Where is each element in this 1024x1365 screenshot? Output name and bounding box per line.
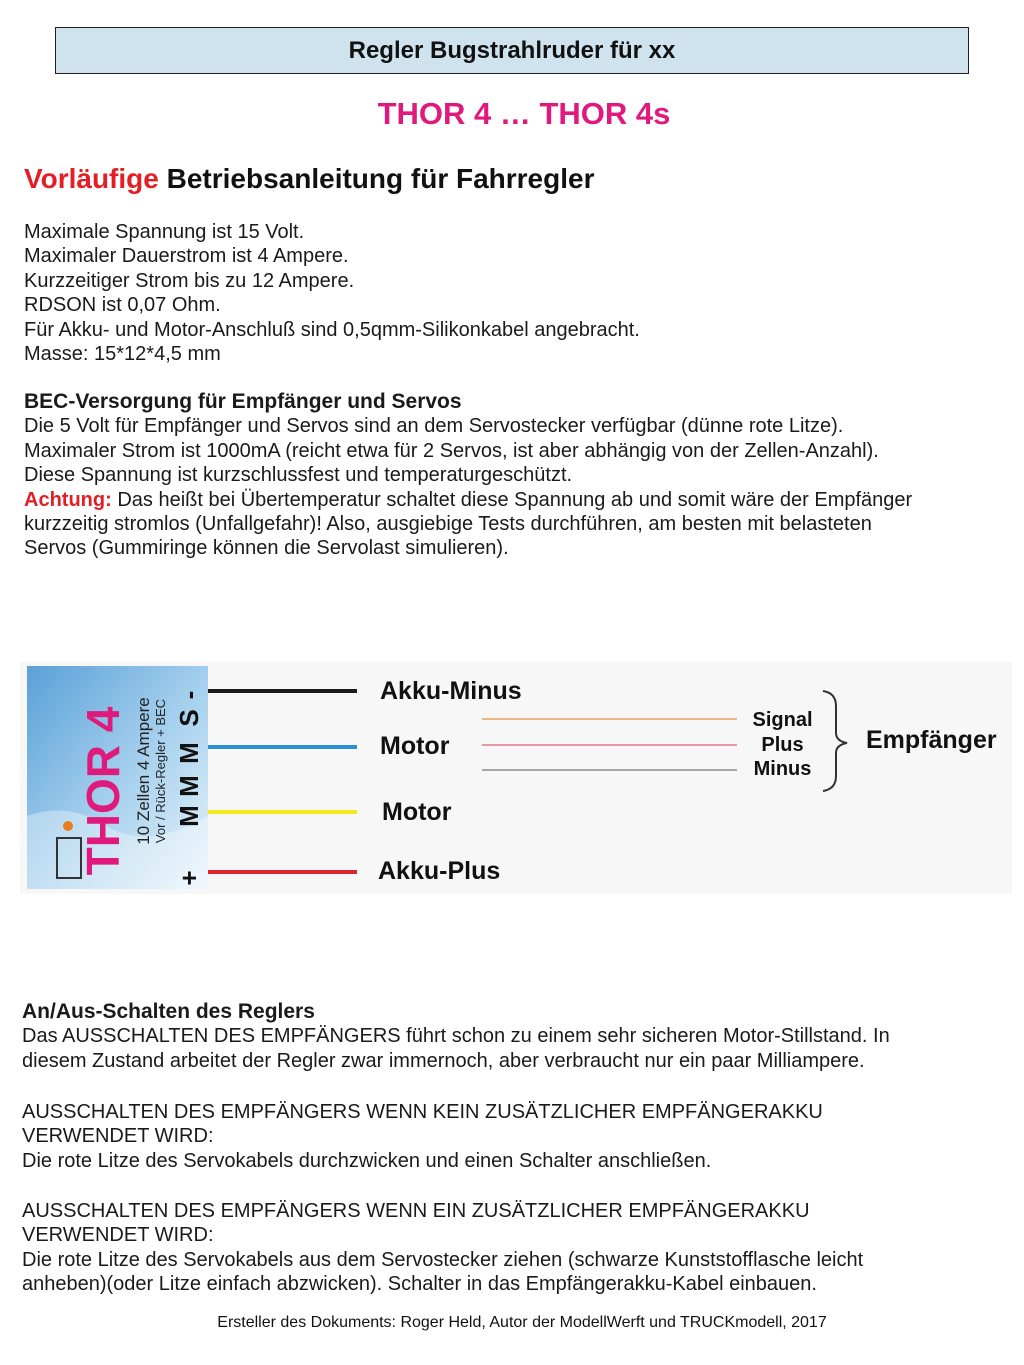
onoff-title: An/Aus-Schalten des Reglers [22, 1000, 315, 1023]
bec-line: Die 5 Volt für Empfänger und Servos sind an dem Servostecker verfügbar (dünne rote Litze). [24, 415, 844, 438]
module-spec-line: 10 Zellen 4 Ampere [134, 697, 153, 845]
pin-m-label: M [174, 742, 204, 764]
bec-line: Maximaler Strom ist 1000mA (reicht etwa für 2 Servos, ist aber abhängig von der Zellen-Anzahl). [24, 439, 879, 462]
servo-label-plus: Plus [761, 734, 804, 756]
onoff-section [22, 1000, 890, 1073]
product-subtitle: THOR 4 … THOR 4s [377, 96, 671, 131]
onoff-intro-line: Das AUSSCHALTEN DES EMPFÄNGERS führt schon zu einem sehr sicheren Motor-Stillstand. In [22, 1025, 890, 1048]
case1-line: VERWENDET WIRD: [22, 1125, 214, 1148]
case2-line: AUSSCHALTEN DES EMPFÄNGERS WENN EIN ZUSÄTZLICHER EMPFÄNGERAKKU [22, 1200, 810, 1222]
case2-line: anheben)(oder Litze einfach abzwicken). Schalter in das Empfängerakku-Kabel einbauen. [22, 1273, 817, 1296]
receiver-label: Empfänger [866, 726, 997, 754]
warning-text: Das heißt bei Übertemperatur schaltet diese Spannung ab und somit wäre der Empfänger [111, 488, 913, 511]
case1-line: Die rote Litze des Servokabels durchzwicken und einen Schalter anschließen. [22, 1149, 712, 1172]
case2-line: VERWENDET WIRD: [22, 1224, 214, 1247]
document-title-text: Regler Bugstrahlruder für xx [348, 36, 676, 64]
document-footer: Ersteller des Dokuments: Roger Held, Autor der ModellWerft und TRUCKmodell, 2017 [217, 1314, 827, 1331]
spec-line: Masse: 15*12*4,5 mm [24, 343, 221, 366]
wire-label-motor: Motor [382, 798, 452, 826]
spec-line: Für Akku- und Motor-Anschluß sind 0,5qmm-Silikonkabel angebracht. [24, 318, 640, 341]
pin-s-label: S [174, 709, 204, 727]
pin-m-label: M [174, 805, 204, 827]
pin-m-label: M [174, 775, 204, 797]
spec-line: Maximaler Dauerstrom ist 4 Ampere. [24, 245, 349, 268]
onoff-case1 [22, 1100, 823, 1173]
wire-label-akku-plus: Akku-Plus [378, 857, 501, 885]
spec-line: RDSON ist 0,07 Ohm. [24, 294, 221, 317]
wire-label-akku-minus: Akku-Minus [380, 677, 522, 705]
bec-warning-line: kurzzeitig stromlos (Unfallgefahr)! Also, ausgiebige Tests durchführen, am besten mit belasteten [24, 513, 872, 536]
heading-rest: Betriebsanleitung für Fahrregler [158, 163, 595, 194]
onoff-intro-line: diesem Zustand arbeitet der Regler zwar immernoch, aber verbraucht nur ein paar Milliampere. [22, 1049, 865, 1072]
spec-line: Kurzzeitiger Strom bis zu 12 Ampere. [24, 269, 355, 292]
onoff-case2 [22, 1199, 863, 1297]
module-spec-line2: Vor / Rück-Regler + BEC [153, 698, 168, 844]
servo-label-minus: Minus [753, 758, 812, 780]
module-brand: THOR 4 [77, 706, 129, 876]
bec-warning-line: Servos (Gummiringe können die Servolast simulieren). [24, 537, 509, 560]
case1-line: AUSSCHALTEN DES EMPFÄNGERS WENN KEIN ZUSÄTZLICHER EMPFÄNGERAKKU [22, 1101, 823, 1123]
pin-minus-label: - [174, 690, 204, 700]
heading-red-word: Vorläufige [24, 163, 159, 194]
warning-label: Achtung: [24, 488, 112, 511]
pin-plus-label: + [174, 870, 204, 886]
bec-line: Diese Spannung ist kurzschlussfest und temperaturgeschützt. [24, 464, 573, 487]
spec-line: Maximale Spannung ist 15 Volt. [24, 221, 305, 243]
wire-label-motor: Motor [380, 732, 450, 760]
bec-title: BEC-Versorgung für Empfänger und Servos [24, 390, 462, 413]
case2-line: Die rote Litze des Servokabels aus dem Servostecker ziehen (schwarze Kunststofflasche leicht [22, 1248, 864, 1271]
servo-label-signal: Signal [752, 709, 813, 731]
